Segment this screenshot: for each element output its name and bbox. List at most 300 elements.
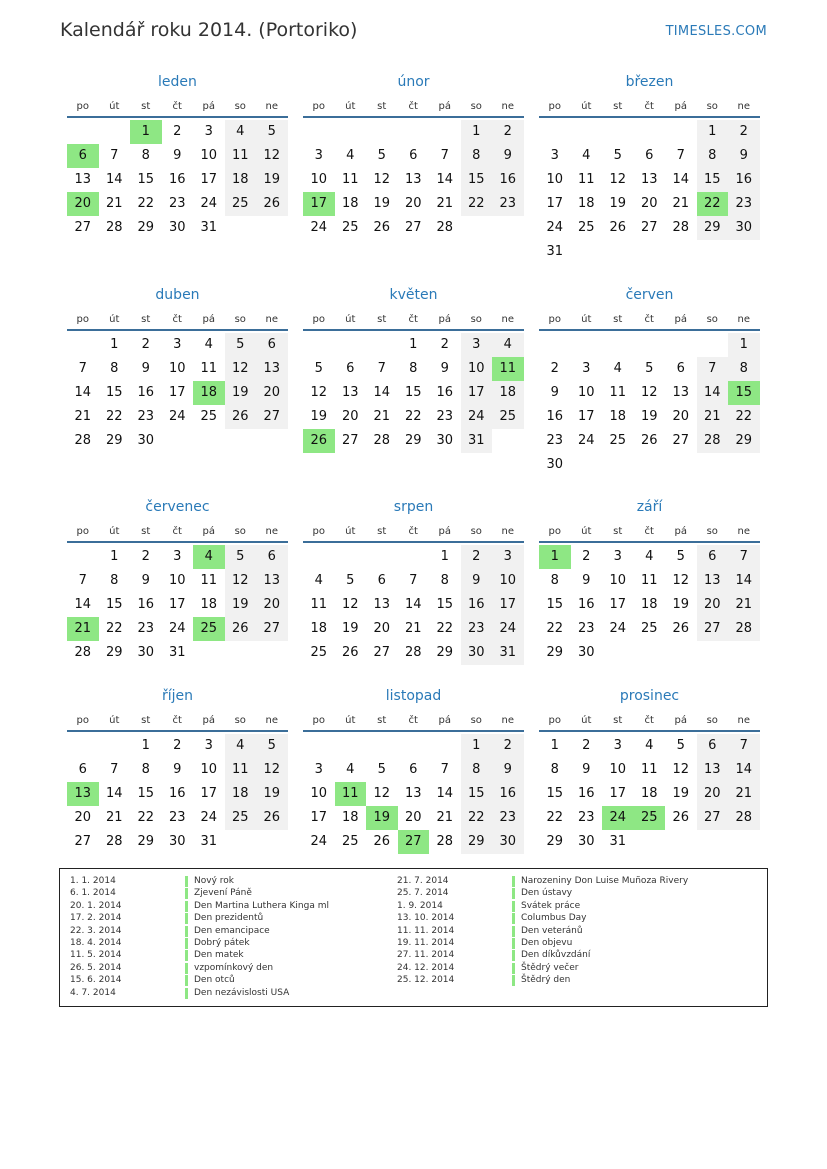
weekday-label: po: [76, 101, 89, 112]
day-cell: 13: [672, 385, 690, 400]
weekday-label: st: [613, 526, 623, 537]
empty-cell: [303, 734, 335, 758]
day-cell: 11: [200, 361, 218, 376]
day-cell: 28: [74, 645, 92, 660]
day-cell: 5: [645, 361, 654, 376]
day-cell: 30: [461, 641, 493, 665]
day-cell: 25: [341, 834, 359, 849]
holiday-day-cell: 22: [697, 192, 729, 216]
holiday-day-cell: 17: [303, 192, 335, 216]
legend-marker-icon: [185, 876, 188, 887]
day-cell: 7: [440, 148, 449, 163]
weekday-header: [539, 307, 760, 331]
day-cell: 30: [546, 457, 564, 472]
day-cell: 30: [577, 834, 595, 849]
weekday-label: út: [345, 526, 356, 537]
day-cell: 23: [461, 617, 493, 641]
day-cell: 14: [105, 786, 123, 801]
weekday-label: ne: [501, 101, 514, 112]
day-cell: 26: [672, 621, 690, 636]
day-cell: 23: [137, 621, 155, 636]
day-cell: 14: [436, 172, 454, 187]
legend-date: 21. 7. 2014: [397, 876, 449, 886]
legend-date: 22. 3. 2014: [70, 925, 122, 936]
day-cell: 10: [609, 573, 627, 588]
day-cell: 19: [225, 593, 257, 617]
day-cell: 24: [200, 810, 218, 825]
day-cell: 27: [404, 220, 422, 235]
weekday-header: [67, 708, 288, 732]
day-cell: 31: [492, 641, 524, 665]
day-cell: 28: [672, 220, 690, 235]
weekday-label: ne: [737, 715, 750, 726]
day-cell: 15: [105, 385, 123, 400]
day-cell: 4: [225, 734, 257, 758]
month-calendar: [303, 70, 524, 240]
holiday-day-cell: 1: [130, 120, 162, 144]
day-cell: 4: [492, 333, 524, 357]
day-cell: 13: [256, 569, 288, 593]
day-cell: 9: [492, 758, 524, 782]
day-cell: 21: [697, 405, 729, 429]
month-name: květen: [389, 287, 438, 303]
day-cell: 27: [74, 834, 92, 849]
weekday-header: [67, 307, 288, 331]
day-cell: 19: [640, 409, 658, 424]
legend-marker-icon: [185, 913, 188, 924]
legend-date: 24. 12. 2014: [397, 962, 455, 973]
day-cell: 24: [168, 621, 186, 636]
weekday-label: st: [377, 715, 387, 726]
legend-date: 13. 10. 2014: [397, 913, 455, 924]
day-cell: 2: [582, 549, 591, 564]
legend-marker-icon: [512, 975, 515, 986]
empty-cell: [335, 545, 367, 569]
month-calendar: [67, 283, 288, 453]
day-cell: 29: [697, 216, 729, 240]
holiday-day-cell: 20: [67, 192, 99, 216]
day-cell: 15: [697, 168, 729, 192]
day-cell: 8: [550, 573, 559, 588]
day-cell: 17: [200, 172, 218, 187]
weekday-label: pá: [674, 101, 687, 112]
day-cell: 25: [310, 645, 328, 660]
holiday-day-cell: 6: [67, 144, 99, 168]
day-cell: 20: [697, 782, 729, 806]
day-cell: 11: [609, 385, 627, 400]
day-grid: [539, 545, 760, 665]
weekday-label: ne: [501, 526, 514, 537]
day-cell: 21: [74, 409, 92, 424]
day-cell: 8: [461, 144, 493, 168]
weekday-label: po: [548, 101, 561, 112]
day-cell: 4: [613, 361, 622, 376]
month-name: červenec: [145, 499, 210, 515]
weekday-label: čt: [172, 715, 182, 726]
weekday-label: pá: [438, 526, 451, 537]
day-grid: [67, 545, 288, 665]
day-cell: 7: [409, 573, 418, 588]
day-cell: 18: [341, 196, 359, 211]
day-cell: 22: [105, 621, 123, 636]
day-cell: 17: [577, 409, 595, 424]
day-cell: 4: [645, 549, 654, 564]
day-cell: 6: [697, 545, 729, 569]
legend-marker-icon: [185, 888, 188, 899]
legend-holiday-name: Den objevu: [521, 937, 573, 948]
weekday-label: ne: [265, 715, 278, 726]
weekday-label: ne: [737, 101, 750, 112]
page-title: Kalendář roku 2014. (Portoriko): [60, 19, 358, 41]
day-cell: 30: [168, 220, 186, 235]
day-cell: 1: [110, 337, 119, 352]
day-cell: 9: [728, 144, 760, 168]
day-cell: 1: [461, 120, 493, 144]
day-cell: 24: [461, 405, 493, 429]
weekday-label: pá: [202, 715, 215, 726]
day-cell: 30: [137, 433, 155, 448]
empty-cell: [398, 734, 430, 758]
day-cell: 6: [409, 762, 418, 777]
day-cell: 9: [492, 144, 524, 168]
legend-date: 4. 7. 2014: [70, 987, 116, 998]
day-cell: 5: [676, 549, 685, 564]
day-cell: 8: [440, 573, 449, 588]
day-cell: 16: [436, 385, 454, 400]
month-name: leden: [158, 74, 197, 90]
empty-cell: [665, 120, 697, 144]
holiday-day-cell: 26: [303, 429, 335, 453]
legend-row: [397, 974, 688, 986]
day-cell: 30: [137, 645, 155, 660]
weekday-label: út: [109, 526, 120, 537]
weekday-label: po: [76, 715, 89, 726]
day-cell: 18: [200, 597, 218, 612]
day-cell: 7: [78, 573, 87, 588]
weekday-label: ne: [737, 314, 750, 325]
legend-row: [70, 937, 329, 949]
weekday-label: čt: [644, 715, 654, 726]
day-cell: 17: [609, 786, 627, 801]
day-cell: 2: [173, 124, 182, 139]
legend-holiday-name: Den Martina Luthera Kinga ml: [194, 900, 329, 911]
day-cell: 4: [204, 337, 213, 352]
day-cell: 12: [341, 597, 359, 612]
weekday-label: so: [470, 314, 482, 325]
day-cell: 15: [404, 385, 422, 400]
weekday-label: st: [377, 526, 387, 537]
weekday-label: so: [234, 314, 246, 325]
day-cell: 6: [645, 148, 654, 163]
legend-holiday-name: Den nezávislosti USA: [194, 987, 290, 998]
legend-marker-icon: [185, 926, 188, 937]
weekday-label: út: [581, 715, 592, 726]
day-cell: 8: [141, 762, 150, 777]
day-cell: 16: [546, 409, 564, 424]
legend-row: [70, 987, 329, 999]
day-cell: 24: [200, 196, 218, 211]
weekday-label: pá: [674, 314, 687, 325]
day-cell: 30: [168, 834, 186, 849]
day-cell: 19: [672, 597, 690, 612]
day-cell: 14: [728, 569, 760, 593]
day-cell: 22: [728, 405, 760, 429]
weekday-label: so: [234, 715, 246, 726]
day-cell: 26: [373, 220, 391, 235]
day-cell: 16: [492, 168, 524, 192]
day-cell: 10: [310, 786, 328, 801]
empty-cell: [697, 333, 729, 357]
legend-row: [397, 875, 688, 887]
month-calendar: [539, 70, 760, 264]
day-cell: 25: [577, 220, 595, 235]
empty-cell: [602, 120, 634, 144]
day-cell: 8: [110, 361, 119, 376]
empty-cell: [366, 545, 398, 569]
weekday-label: st: [613, 715, 623, 726]
day-cell: 2: [461, 545, 493, 569]
empty-cell: [429, 120, 461, 144]
day-cell: 4: [346, 762, 355, 777]
day-cell: 16: [168, 172, 186, 187]
day-cell: 15: [436, 597, 454, 612]
day-cell: 16: [137, 385, 155, 400]
day-cell: 23: [577, 621, 595, 636]
month-name: listopad: [385, 688, 442, 704]
day-cell: 21: [436, 810, 454, 825]
day-cell: 10: [461, 357, 493, 381]
day-cell: 24: [168, 409, 186, 424]
weekday-label: út: [109, 715, 120, 726]
day-cell: 9: [582, 573, 591, 588]
day-cell: 11: [200, 573, 218, 588]
legend-row: [397, 887, 688, 899]
day-cell: 21: [373, 409, 391, 424]
day-cell: 17: [310, 810, 328, 825]
empty-cell: [99, 734, 131, 758]
empty-cell: [398, 120, 430, 144]
legend-row: [70, 949, 329, 961]
holiday-day-cell: 19: [366, 806, 398, 830]
day-cell: 8: [409, 361, 418, 376]
day-cell: 13: [373, 597, 391, 612]
legend-column-right: [397, 875, 688, 987]
weekday-label: ne: [501, 715, 514, 726]
day-cell: 20: [341, 409, 359, 424]
day-cell: 18: [640, 597, 658, 612]
day-cell: 13: [697, 758, 729, 782]
day-cell: 26: [341, 645, 359, 660]
weekday-label: so: [470, 526, 482, 537]
legend-marker-icon: [185, 938, 188, 949]
legend-holiday-name: Den otců: [194, 975, 235, 986]
day-cell: 31: [609, 834, 627, 849]
day-grid: [67, 333, 288, 453]
day-cell: 22: [105, 409, 123, 424]
day-grid: [539, 333, 760, 477]
holiday-legend: [59, 868, 768, 1007]
legend-marker-icon: [185, 901, 188, 912]
month-calendar: [67, 684, 288, 854]
day-cell: 8: [110, 573, 119, 588]
day-cell: 27: [256, 405, 288, 429]
weekday-label: čt: [644, 101, 654, 112]
day-cell: 23: [577, 810, 595, 825]
day-cell: 8: [550, 762, 559, 777]
day-cell: 15: [137, 786, 155, 801]
day-cell: 19: [672, 786, 690, 801]
legend-date: 1. 1. 2014: [70, 876, 116, 886]
day-cell: 8: [461, 758, 493, 782]
day-cell: 19: [609, 196, 627, 211]
day-cell: 24: [310, 220, 328, 235]
day-cell: 26: [225, 617, 257, 641]
day-cell: 14: [697, 381, 729, 405]
empty-cell: [303, 120, 335, 144]
month-calendar: [303, 495, 524, 665]
weekday-label: st: [141, 526, 151, 537]
legend-holiday-name: Den matek: [194, 950, 244, 961]
day-cell: 23: [168, 196, 186, 211]
weekday-label: so: [706, 526, 718, 537]
day-cell: 20: [672, 409, 690, 424]
legend-marker-icon: [512, 901, 515, 912]
weekday-label: po: [76, 526, 89, 537]
day-cell: 15: [105, 597, 123, 612]
day-cell: 17: [168, 385, 186, 400]
day-cell: 29: [105, 645, 123, 660]
empty-cell: [602, 333, 634, 357]
weekday-header: [67, 519, 288, 543]
day-cell: 20: [404, 196, 422, 211]
weekday-label: po: [76, 314, 89, 325]
day-cell: 18: [310, 621, 328, 636]
day-cell: 31: [461, 429, 493, 453]
legend-holiday-name: Narozeniny Don Luise Muñoza Rivery: [521, 876, 689, 886]
weekday-label: čt: [408, 526, 418, 537]
day-cell: 29: [546, 834, 564, 849]
day-cell: 8: [728, 357, 760, 381]
day-cell: 29: [404, 433, 422, 448]
day-cell: 8: [697, 144, 729, 168]
day-cell: 3: [492, 545, 524, 569]
month-name: duben: [155, 287, 200, 303]
month-calendar: [539, 283, 760, 477]
day-cell: 16: [577, 786, 595, 801]
legend-holiday-name: Svátek práce: [521, 900, 581, 911]
day-cell: 23: [436, 409, 454, 424]
day-cell: 1: [550, 738, 559, 753]
day-cell: 23: [168, 810, 186, 825]
weekday-label: pá: [438, 314, 451, 325]
legend-date: 26. 5. 2014: [70, 962, 122, 973]
day-cell: 1: [110, 549, 119, 564]
day-cell: 3: [204, 124, 213, 139]
day-cell: 27: [74, 220, 92, 235]
legend-row: [397, 912, 688, 924]
holiday-day-cell: 11: [492, 357, 524, 381]
day-cell: 5: [314, 361, 323, 376]
day-cell: 21: [404, 621, 422, 636]
day-cell: 26: [609, 220, 627, 235]
day-cell: 15: [461, 782, 493, 806]
day-cell: 11: [640, 573, 658, 588]
day-cell: 2: [440, 337, 449, 352]
month-calendar: [303, 684, 524, 854]
day-cell: 13: [404, 172, 422, 187]
month-name: únor: [397, 74, 430, 90]
day-cell: 28: [697, 429, 729, 453]
day-cell: 10: [577, 385, 595, 400]
day-cell: 20: [697, 593, 729, 617]
holiday-day-cell: 18: [193, 381, 225, 405]
legend-row: [397, 937, 688, 949]
legend-holiday-name: Den ústavy: [521, 888, 573, 899]
weekday-label: st: [377, 101, 387, 112]
day-cell: 12: [672, 573, 690, 588]
day-cell: 10: [168, 573, 186, 588]
weekday-label: st: [141, 314, 151, 325]
legend-date: 25. 7. 2014: [397, 888, 449, 899]
day-cell: 15: [546, 786, 564, 801]
legend-row: [70, 925, 329, 937]
day-cell: 16: [461, 593, 493, 617]
day-cell: 29: [105, 433, 123, 448]
day-grid: [539, 734, 760, 854]
legend-row: [397, 925, 688, 937]
day-cell: 7: [377, 361, 386, 376]
day-cell: 13: [74, 172, 92, 187]
day-cell: 6: [256, 333, 288, 357]
empty-cell: [366, 734, 398, 758]
day-cell: 25: [341, 220, 359, 235]
day-cell: 10: [609, 762, 627, 777]
legend-date: 1. 9. 2014: [397, 900, 443, 911]
day-cell: 9: [461, 569, 493, 593]
day-cell: 12: [609, 172, 627, 187]
weekday-label: út: [345, 715, 356, 726]
weekday-label: čt: [172, 526, 182, 537]
day-cell: 12: [310, 385, 328, 400]
empty-cell: [571, 120, 603, 144]
legend-marker-icon: [185, 963, 188, 974]
day-cell: 14: [105, 172, 123, 187]
day-cell: 27: [640, 220, 658, 235]
day-cell: 14: [74, 597, 92, 612]
day-cell: 24: [492, 617, 524, 641]
weekday-label: ne: [265, 526, 278, 537]
legend-marker-icon: [512, 963, 515, 974]
day-cell: 21: [728, 593, 760, 617]
holiday-day-cell: 15: [728, 381, 760, 405]
day-cell: 9: [141, 573, 150, 588]
legend-row: [70, 974, 329, 986]
weekday-label: so: [470, 101, 482, 112]
day-cell: 11: [341, 172, 359, 187]
day-cell: 17: [461, 381, 493, 405]
day-cell: 16: [492, 782, 524, 806]
day-cell: 13: [404, 786, 422, 801]
day-cell: 29: [546, 645, 564, 660]
day-cell: 13: [341, 385, 359, 400]
day-cell: 12: [672, 762, 690, 777]
day-cell: 13: [256, 357, 288, 381]
site-logo[interactable]: TIMESLES.COM: [665, 24, 767, 39]
day-cell: 31: [546, 244, 564, 259]
day-grid: [67, 120, 288, 240]
empty-cell: [429, 734, 461, 758]
legend-holiday-name: Zjevení Páně: [194, 888, 252, 899]
